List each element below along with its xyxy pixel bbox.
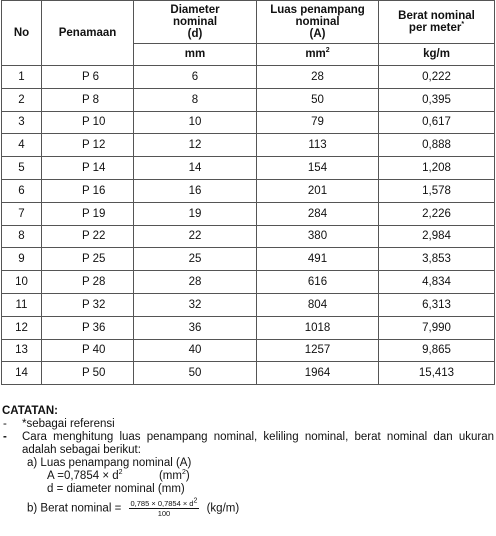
rebar-table bbox=[1, 0, 495, 385]
cell-luas: 50 bbox=[257, 88, 379, 111]
header-row bbox=[2, 1, 495, 44]
table-row bbox=[2, 293, 495, 316]
cell-no: 1 bbox=[2, 66, 42, 89]
formula-a-label: a) Luas penampang nominal (A) bbox=[27, 457, 192, 469]
cell-penamaan: P 28 bbox=[42, 271, 134, 294]
cell-berat: 2,226 bbox=[379, 202, 495, 225]
cell-luas: 804 bbox=[257, 293, 379, 316]
cell-no: 8 bbox=[2, 225, 42, 248]
cell-berat: 2,984 bbox=[379, 225, 495, 248]
table-row bbox=[2, 248, 495, 271]
cell-no: 3 bbox=[2, 111, 42, 134]
cell-diameter: 14 bbox=[134, 157, 257, 180]
cell-penamaan: P 36 bbox=[42, 316, 134, 339]
cell-berat: 0,888 bbox=[379, 134, 495, 157]
cell-berat: 6,313 bbox=[379, 293, 495, 316]
table-row bbox=[2, 66, 495, 89]
cell-berat: 1,208 bbox=[379, 157, 495, 180]
notes-title: CATATAN: bbox=[2, 405, 58, 417]
formula-a-definition: d = diameter nominal (mm) bbox=[47, 483, 185, 495]
unit-berat: kg/m bbox=[379, 44, 495, 66]
cell-berat: 4,834 bbox=[379, 271, 495, 294]
cell-diameter: 22 bbox=[134, 225, 257, 248]
cell-luas: 201 bbox=[257, 179, 379, 202]
cell-luas: 28 bbox=[257, 66, 379, 89]
table-row bbox=[2, 134, 495, 157]
cell-luas: 616 bbox=[257, 271, 379, 294]
cell-no: 2 bbox=[2, 88, 42, 111]
cell-no: 12 bbox=[2, 316, 42, 339]
cell-diameter: 16 bbox=[134, 179, 257, 202]
dash-marker: - bbox=[3, 431, 7, 443]
cell-penamaan: P 14 bbox=[42, 157, 134, 180]
cell-penamaan: P 19 bbox=[42, 202, 134, 225]
cell-no: 4 bbox=[2, 134, 42, 157]
cell-penamaan: P 40 bbox=[42, 339, 134, 362]
note-calculation: - Cara menghitung luas penampang nominal, keliling nominal, berat nominal dan ukuran adalah sebagai berikut: bbox=[3, 431, 494, 456]
cell-penamaan: P 8 bbox=[42, 88, 134, 111]
cell-penamaan: P 10 bbox=[42, 111, 134, 134]
table-row bbox=[2, 225, 495, 248]
note-reference: - *sebagai referensi bbox=[3, 418, 115, 430]
cell-luas: 284 bbox=[257, 202, 379, 225]
cell-luas: 113 bbox=[257, 134, 379, 157]
cell-luas: 1018 bbox=[257, 316, 379, 339]
cell-berat: 7,990 bbox=[379, 316, 495, 339]
cell-penamaan: P 16 bbox=[42, 179, 134, 202]
header-no: No bbox=[2, 1, 42, 66]
cell-berat: 9,865 bbox=[379, 339, 495, 362]
cell-no: 9 bbox=[2, 248, 42, 271]
cell-diameter: 10 bbox=[134, 111, 257, 134]
table-row bbox=[2, 179, 495, 202]
cell-penamaan: P 25 bbox=[42, 248, 134, 271]
header-berat: Berat nominal per meter* bbox=[379, 1, 495, 44]
fraction: $\frac{0,785 \times 0,7854 \times d^2}{100}$ bbox=[130, 497, 198, 518]
table-row bbox=[2, 339, 495, 362]
table-row bbox=[2, 362, 495, 385]
cell-berat: 1,578 bbox=[379, 179, 495, 202]
cell-no: 10 bbox=[2, 271, 42, 294]
unit-diameter: mm bbox=[134, 44, 257, 66]
cell-berat: 0,222 bbox=[379, 66, 495, 89]
cell-berat: 0,617 bbox=[379, 111, 495, 134]
cell-diameter: 12 bbox=[134, 134, 257, 157]
cell-luas: 380 bbox=[257, 225, 379, 248]
formula-a: $A =0,7854 \times d^2$ $(mm^2)$ bbox=[47, 469, 190, 482]
cell-luas: 1964 bbox=[257, 362, 379, 385]
cell-penamaan: P 22 bbox=[42, 225, 134, 248]
table-row bbox=[2, 111, 495, 134]
cell-diameter: 25 bbox=[134, 248, 257, 271]
cell-no: 13 bbox=[2, 339, 42, 362]
unit-luas: $mm^2$ bbox=[257, 44, 379, 66]
formula-b: b) Berat nominal = $\frac{0,785 \times 0,7854 \times d^2}{100}$ (kg/m) bbox=[27, 497, 240, 518]
cell-diameter: 36 bbox=[134, 316, 257, 339]
cell-berat: 15,413 bbox=[379, 362, 495, 385]
header-diameter: Diameter nominal (d) bbox=[134, 1, 257, 44]
cell-no: 14 bbox=[2, 362, 42, 385]
cell-no: 5 bbox=[2, 157, 42, 180]
dash-marker: - bbox=[3, 418, 7, 430]
table-row bbox=[2, 202, 495, 225]
cell-penamaan: P 12 bbox=[42, 134, 134, 157]
cell-luas: 154 bbox=[257, 157, 379, 180]
header-luas: Luas penampang nominal (A) bbox=[257, 1, 379, 44]
cell-diameter: 8 bbox=[134, 88, 257, 111]
cell-penamaan: P 6 bbox=[42, 66, 134, 89]
cell-diameter: 19 bbox=[134, 202, 257, 225]
cell-diameter: 40 bbox=[134, 339, 257, 362]
cell-diameter: 6 bbox=[134, 66, 257, 89]
cell-berat: 3,853 bbox=[379, 248, 495, 271]
table-row bbox=[2, 157, 495, 180]
cell-no: 6 bbox=[2, 179, 42, 202]
cell-no: 7 bbox=[2, 202, 42, 225]
cell-penamaan: P 32 bbox=[42, 293, 134, 316]
cell-diameter: 50 bbox=[134, 362, 257, 385]
table-row bbox=[2, 316, 495, 339]
cell-luas: 79 bbox=[257, 111, 379, 134]
cell-berat: 0,395 bbox=[379, 88, 495, 111]
cell-diameter: 28 bbox=[134, 271, 257, 294]
table-row bbox=[2, 88, 495, 111]
cell-no: 11 bbox=[2, 293, 42, 316]
table-row bbox=[2, 271, 495, 294]
cell-penamaan: P 50 bbox=[42, 362, 134, 385]
cell-diameter: 32 bbox=[134, 293, 257, 316]
notes bbox=[2, 405, 494, 518]
cell-luas: 491 bbox=[257, 248, 379, 271]
cell-luas: 1257 bbox=[257, 339, 379, 362]
header-penamaan: Penamaan bbox=[42, 1, 134, 66]
